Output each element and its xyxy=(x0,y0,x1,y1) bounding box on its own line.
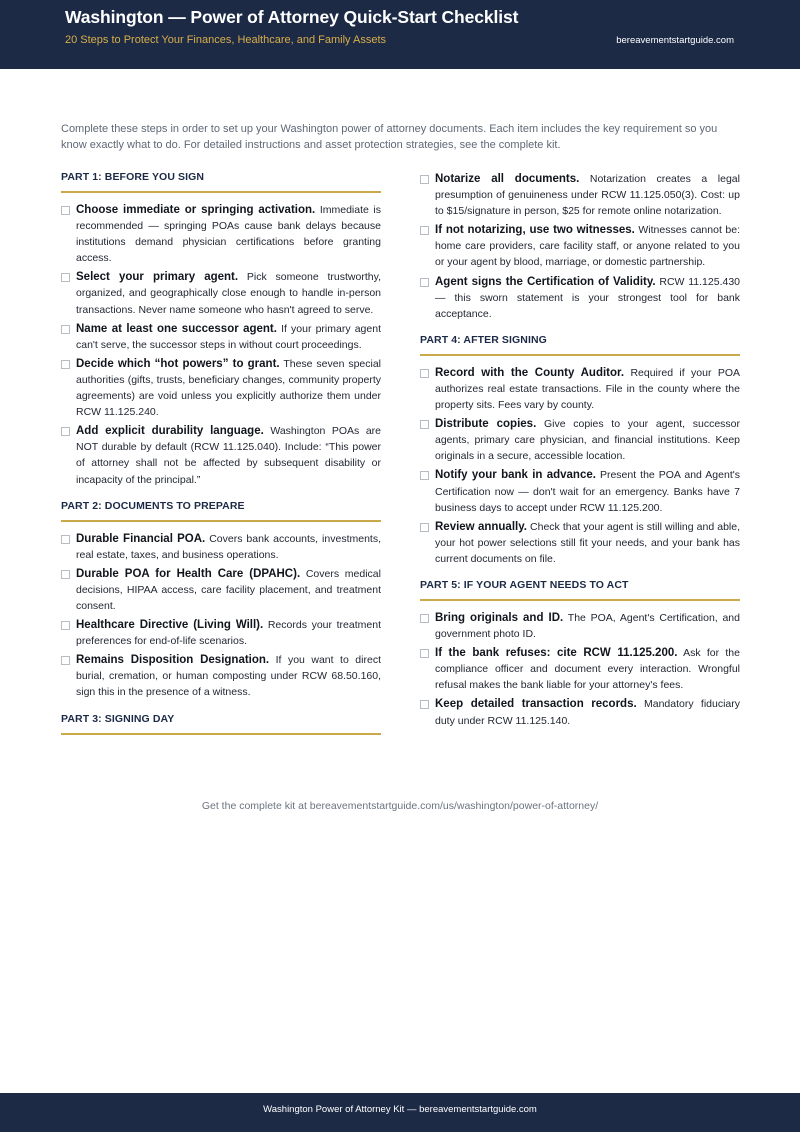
left-column xyxy=(61,171,381,747)
checkbox[interactable] xyxy=(420,700,429,709)
checkbox[interactable] xyxy=(420,523,429,532)
checkbox[interactable] xyxy=(61,570,70,579)
item-text: Immediate is recommended — springing POAs cause bank delays because institutions demand physician certifications before granting access. xyxy=(76,204,381,265)
item-text: Witnesses cannot be: home care providers, care facility staff, or anyone related to you or your agent by blood, marriage, or domestic partnership. xyxy=(435,224,740,269)
right-column xyxy=(420,171,740,741)
kit-link[interactable]: Get the complete kit at bereavementstartguide.com/us/washington/power-of-attorney/ xyxy=(201,800,599,812)
part-title: PART 5: IF YOUR AGENT NEEDS TO ACT xyxy=(420,579,740,601)
item-lead: Choose immediate or springing activation. xyxy=(76,204,316,216)
checkbox[interactable] xyxy=(420,471,429,480)
item-lead: Review annually. xyxy=(435,520,527,533)
checkbox[interactable] xyxy=(61,656,70,665)
item-lead: Bring originals and ID. xyxy=(435,611,564,624)
item-lead: Add explicit durability language. xyxy=(76,425,264,438)
checkbox[interactable] xyxy=(420,226,429,235)
item-text: Ask for the compliance officer and document every interaction. Wrongful refusal makes the bank liable for your attorney's fees. xyxy=(435,647,740,692)
part-5 xyxy=(420,579,740,729)
checkbox[interactable] xyxy=(61,360,70,369)
checklist xyxy=(420,171,740,322)
checklist-item xyxy=(420,696,740,728)
item-text: Covers bank accounts, investments, real estate, taxes, and business operations. xyxy=(76,532,381,561)
item-text: Give copies to your agent, successor agents, primary care physician, and financial institutions. Keep originals in a secure, accessible location. xyxy=(435,418,740,463)
checklist-item xyxy=(61,652,381,700)
checklist-item xyxy=(420,467,740,515)
checkbox[interactable] xyxy=(61,273,70,282)
item-text: These seven special authorities (gifts, trusts, beneficiary changes, community property agreements) are void unless you explicitly authorize them under RCW 11.125.240. xyxy=(76,357,382,419)
item-text: Washington POAs are NOT durable by default (RCW 11.125.040). Include: “This power of attorney shall not be affected by subsequent disability or incapacity of the principal.” xyxy=(76,425,381,486)
item-lead: Healthcare Directive (Living Will). xyxy=(76,619,264,632)
checklist xyxy=(420,365,740,567)
checklist-item xyxy=(420,610,740,642)
checkbox[interactable] xyxy=(420,649,429,658)
page-subtitle: 20 Steps to Protect Your Finances, Healthcare, and Family Assets xyxy=(65,34,387,46)
item-lead: Name at least one successor agent. xyxy=(76,322,277,335)
checkbox[interactable] xyxy=(61,535,70,544)
item-text: Mandatory fiduciary duty under RCW 11.125.140. xyxy=(435,698,741,727)
checklist-item xyxy=(420,222,740,270)
intro-text: Complete these steps in order to set up your Washington power of attorney documents. Each item includes the key requirement so you know exactly what to do. For detailed instructions and asset protection strategies, see the complete kit. xyxy=(61,123,718,151)
item-text: Required if your POA authorizes real estate transactions. File in the county where the property sits. Fees vary by county. xyxy=(435,366,740,412)
item-lead: Select your primary agent. xyxy=(76,271,239,284)
checkbox[interactable] xyxy=(61,206,70,215)
checklist-item xyxy=(61,423,381,487)
item-text: The POA, Agent's Certification, and government photo ID. xyxy=(435,611,740,641)
header-bar xyxy=(0,0,800,69)
checklist-item xyxy=(420,416,740,464)
item-lead: Notarize all documents. xyxy=(435,173,580,185)
item-text: Records your treatment preferences for end-of-life scenarios. xyxy=(76,619,381,648)
item-lead: Agent signs the Certification of Validity. xyxy=(435,275,656,288)
checklist xyxy=(420,610,740,729)
part-3 xyxy=(61,713,381,735)
checkbox[interactable] xyxy=(61,325,70,334)
checklist-item xyxy=(420,519,740,567)
item-text: RCW 11.125.430 — this sworn statement is your strongest tool for bank acceptance. xyxy=(435,275,740,320)
item-lead: Remains Disposition Designation. xyxy=(76,654,270,667)
checkbox[interactable] xyxy=(420,420,429,429)
item-lead: If the bank refuses: cite RCW 11.125.200. xyxy=(435,647,678,660)
item-lead: If not notarizing, use two witnesses. xyxy=(435,224,635,237)
footer-bar xyxy=(0,1093,800,1132)
checklist-item xyxy=(61,269,381,317)
site-link[interactable]: bereavementstartguide.com xyxy=(616,35,734,46)
item-text: Covers medical decisions, HIPAA access, care facility placement, and treatment consent. xyxy=(76,567,381,612)
checkbox[interactable] xyxy=(420,614,429,623)
checklist-item xyxy=(61,531,381,563)
item-text: Pick someone trustworthy, organized, and geographically close enough to handle in-person transactions. Never name someone who hasn't agreed to serve. xyxy=(76,271,381,316)
item-lead: Notify your bank in advance. xyxy=(435,469,596,482)
checkbox[interactable] xyxy=(420,175,429,184)
checkbox[interactable] xyxy=(61,427,70,436)
checkbox[interactable] xyxy=(61,621,70,630)
checklist-item xyxy=(61,617,381,649)
checklist-item xyxy=(61,356,381,420)
part-title: PART 4: AFTER SIGNING xyxy=(420,334,740,356)
footer-text: Washington Power of Attorney Kit — bereavementstartguide.com xyxy=(263,1104,537,1115)
item-lead: Durable POA for Health Care (DPAHC). xyxy=(76,567,301,580)
item-lead: Decide which “hot powers” to grant. xyxy=(76,357,280,370)
part-1 xyxy=(61,171,381,488)
item-text: Notarization creates a legal presumption of genuineness under RCW 11.125.050(3). Cost: up to $15/signature in person, $25 for remote online notarization. xyxy=(435,173,740,218)
item-lead: Record with the County Auditor. xyxy=(435,366,625,379)
item-lead: Keep detailed transaction records. xyxy=(435,698,637,711)
checklist-item xyxy=(61,566,381,614)
part-2 xyxy=(61,500,381,701)
checkbox[interactable] xyxy=(420,369,429,378)
item-lead: Distribute copies. xyxy=(435,418,537,431)
checklist-item xyxy=(420,274,740,322)
item-text: Present the POA and Agent's Certification now — don't wait for an emergency. Banks have 7 business days to accept under RCW 11.125.200. xyxy=(435,469,740,514)
checklist-item xyxy=(61,202,381,266)
item-lead: Durable Financial POA. xyxy=(76,532,206,545)
item-text: If you want to direct burial, cremation, or human composting under RCW 68.50.160, sign this in the presence of a witness. xyxy=(76,654,381,699)
checklist-item xyxy=(420,171,740,219)
item-text: If your primary agent can't serve, the successor steps in without court proceedings. xyxy=(76,322,381,351)
checklist-item xyxy=(420,365,740,413)
checklist-item xyxy=(420,645,740,693)
part-title: PART 3: SIGNING DAY xyxy=(61,713,381,735)
part-title: PART 1: BEFORE YOU SIGN xyxy=(61,171,381,193)
checklist xyxy=(61,531,381,701)
checkbox[interactable] xyxy=(420,278,429,287)
part-4 xyxy=(420,334,740,567)
part-title: PART 2: DOCUMENTS TO PREPARE xyxy=(61,500,381,522)
checklist-item xyxy=(61,321,381,353)
part-3-items xyxy=(420,171,740,322)
item-text: Check that your agent is still willing and able, your hot power selections still fit your needs, and your bank has current documents on file. xyxy=(435,520,740,565)
checklist xyxy=(61,202,381,488)
page-title: Washington — Power of Attorney Quick-Start Checklist xyxy=(65,7,519,27)
